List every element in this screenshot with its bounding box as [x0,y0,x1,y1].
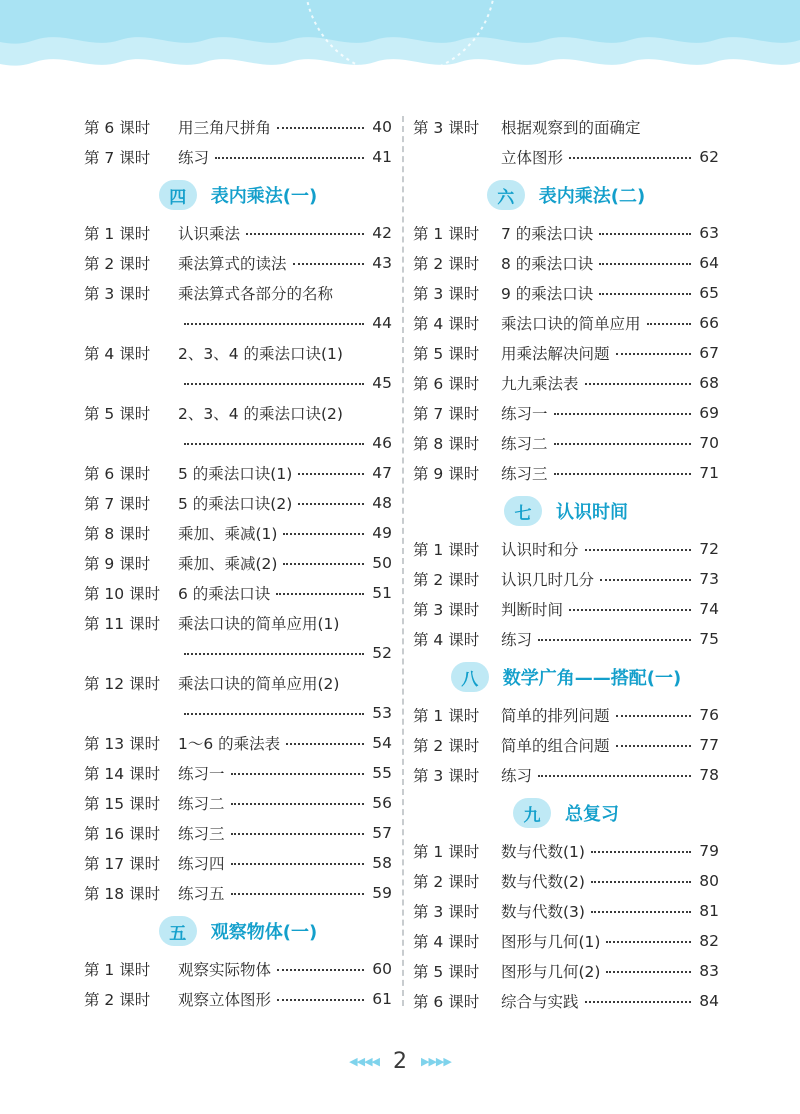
toc-entry[interactable] [84,548,392,578]
lesson-label: 第 1 课时 [413,541,480,559]
leader-dots [246,233,364,235]
page-number: 60 [372,960,392,978]
section-header [413,654,719,700]
lesson-label: 第 10 课时 [84,585,161,603]
lesson-title: 练习五 [178,885,225,903]
lesson-label: 第 2 课时 [413,873,480,891]
toc-entry-continuation[interactable] [84,308,392,338]
section-title: 表内乘法(一) [210,186,318,207]
left-arrows-icon: ◀◀◀◀ [349,1054,379,1068]
leader-dots [591,851,691,853]
leader-dots [283,533,364,535]
lesson-label: 第 3 课时 [413,767,480,785]
lesson-title: 简单的组合问题 [501,737,610,755]
lesson-title: 观察实际物体 [178,961,272,979]
toc-entry[interactable] [413,564,719,594]
lesson-label: 第 4 课时 [84,345,151,363]
lesson-label: 第 11 课时 [84,615,161,633]
toc-entry[interactable] [84,458,392,488]
section-number-badge: 七 [504,496,542,526]
leader-dots [184,713,364,715]
page-number: 63 [699,224,719,242]
lesson-title-continued: 立体图形 [501,149,564,167]
toc-entry-continuation[interactable] [413,142,719,172]
toc-entry[interactable] [84,728,392,758]
lesson-label: 第 2 课时 [413,737,480,755]
leader-dots [283,563,364,565]
lesson-label: 第 8 课时 [84,525,151,543]
lesson-title: 观察立体图形 [178,991,272,1009]
toc-entry-continuation[interactable] [84,698,392,728]
leader-dots [298,503,364,505]
section-header [84,908,392,954]
toc-left-column [84,112,392,1014]
leader-dots [591,911,691,913]
leader-dots [277,999,364,1001]
leader-dots [231,863,364,865]
lesson-title: 练习四 [178,855,225,873]
page-number: 72 [699,540,719,558]
lesson-title: 乘法口诀的简单应用(1) [178,615,340,633]
leader-dots [591,881,691,883]
toc-entry[interactable] [413,428,719,458]
section-number-badge: 九 [513,798,551,828]
lesson-title: 乘法算式各部分的名称 [178,285,334,303]
page-number: 74 [699,600,719,618]
leader-dots [293,263,364,265]
lesson-title: 7 的乘法口诀 [501,225,594,243]
page-number: 73 [699,570,719,588]
page-number: 54 [372,734,392,752]
lesson-label: 第 18 课时 [84,885,161,903]
leader-dots [184,443,364,445]
lesson-title: 练习 [501,767,533,785]
page-number: 65 [699,284,719,302]
lesson-title: 认识时和分 [501,541,579,559]
page-number: 79 [699,842,719,860]
lesson-label: 第 4 课时 [413,631,480,649]
lesson-label: 第 1 课时 [413,707,480,725]
page-footer [0,1044,800,1078]
toc-entry[interactable] [84,788,392,818]
lesson-label: 第 17 课时 [84,855,161,873]
section-number-badge: 八 [451,662,489,692]
lesson-label: 第 2 课时 [413,571,480,589]
toc-entry[interactable] [84,142,392,172]
page-number: 75 [699,630,719,648]
page-number: 56 [372,794,392,812]
leader-dots [231,893,364,895]
lesson-title: 乘加、乘减(2) [178,555,278,573]
lesson-title: 乘法口诀的简单应用(2) [178,675,340,693]
lesson-title: 练习一 [178,765,225,783]
toc-entry[interactable] [413,624,719,654]
lesson-title: 简单的排列问题 [501,707,610,725]
lesson-label: 第 16 课时 [84,825,161,843]
page-number: 80 [699,872,719,890]
lesson-label: 第 1 课时 [84,225,151,243]
toc-entry[interactable] [413,836,719,866]
lesson-label: 第 14 课时 [84,765,161,783]
toc-entry[interactable] [413,112,719,142]
toc-entry[interactable] [413,458,719,488]
section-title: 数学广角——搭配(一) [502,668,682,689]
toc-entry-continuation[interactable] [84,428,392,458]
lesson-label: 第 13 课时 [84,735,161,753]
lesson-title: 乘加、乘减(1) [178,525,278,543]
lesson-label: 第 12 课时 [84,675,161,693]
section-header [413,172,719,218]
lesson-title: 5 的乘法口诀(1) [178,465,293,483]
lesson-title: 用乘法解决问题 [501,345,610,363]
lesson-label: 第 7 课时 [84,495,151,513]
lesson-title: 综合与实践 [501,993,579,1011]
leader-dots [600,579,691,581]
lesson-label: 第 8 课时 [413,435,480,453]
lesson-title: 练习三 [501,465,548,483]
leader-dots [231,833,364,835]
leader-dots [277,127,364,129]
leader-dots [215,157,364,159]
page-number: 66 [699,314,719,332]
page-number: 41 [372,148,392,166]
leader-dots [231,803,364,805]
leader-dots [616,353,691,355]
page-number: 53 [372,704,392,722]
section-number-badge: 四 [159,180,197,210]
lesson-title: 判断时间 [501,601,564,619]
lesson-title: 根据观察到的面确定 [501,119,641,137]
column-divider [402,116,404,1006]
lesson-title: 数与代数(1) [501,843,585,861]
lesson-label: 第 5 课时 [413,963,480,981]
leader-dots [538,775,691,777]
leader-dots [616,715,691,717]
page-number: 81 [699,902,719,920]
lesson-label: 第 6 课时 [84,465,151,483]
leader-dots [231,773,364,775]
leader-dots [599,263,691,265]
page-number: 48 [372,494,392,512]
toc-entry[interactable] [413,534,719,564]
page-number: 44 [372,314,392,332]
leader-dots [647,323,691,325]
page-number: 71 [699,464,719,482]
page-number: 43 [372,254,392,272]
lesson-title: 5 的乘法口诀(2) [178,495,293,513]
leader-dots [286,743,364,745]
toc-entry[interactable] [413,986,719,1016]
lesson-label: 第 7 课时 [84,149,151,167]
toc-entry[interactable] [413,338,719,368]
leader-dots [606,971,691,973]
lesson-label: 第 7 课时 [413,405,480,423]
page-number: 2 [393,1048,407,1074]
lesson-title: 2、3、4 的乘法口诀(2) [178,405,343,423]
section-title: 表内乘法(二) [538,186,646,207]
leader-dots [599,233,691,235]
toc-entry[interactable] [84,338,392,368]
page-number: 55 [372,764,392,782]
section-number-badge: 六 [487,180,525,210]
leader-dots [184,653,364,655]
lesson-title: 认识几时几分 [501,571,595,589]
leader-dots [585,383,691,385]
lesson-label: 第 15 课时 [84,795,161,813]
leader-dots [554,443,691,445]
header-wave-decoration [0,0,800,110]
leader-dots [585,1001,691,1003]
lesson-label: 第 3 课时 [413,903,480,921]
page-number: 49 [372,524,392,542]
section-header [413,790,719,836]
page-number: 84 [699,992,719,1010]
lesson-label: 第 4 课时 [413,315,480,333]
section-number-badge: 五 [159,916,197,946]
lesson-title: 练习二 [501,435,548,453]
lesson-label: 第 1 课时 [413,225,480,243]
lesson-label: 第 4 课时 [413,933,480,951]
toc-entry[interactable] [84,578,392,608]
leader-dots [276,593,364,595]
lesson-title: 乘法算式的读法 [178,255,287,273]
toc-entry[interactable] [413,398,719,428]
toc-entry[interactable] [413,896,719,926]
toc-entry-continuation[interactable] [84,368,392,398]
lesson-title: 练习 [178,149,210,167]
page-number: 59 [372,884,392,902]
lesson-title: 乘法口诀的简单应用 [501,315,641,333]
lesson-label: 第 3 课时 [413,601,480,619]
page-number: 69 [699,404,719,422]
toc-entry[interactable] [84,758,392,788]
leader-dots [298,473,364,475]
leader-dots [606,941,691,943]
lesson-title: 6 的乘法口诀 [178,585,271,603]
lesson-label: 第 9 课时 [413,465,480,483]
lesson-label: 第 6 课时 [413,375,480,393]
section-title: 认识时间 [556,502,628,523]
toc-entry[interactable] [413,760,719,790]
toc-entry[interactable] [413,368,719,398]
lesson-label: 第 1 课时 [84,961,151,979]
toc-entry[interactable] [84,608,392,638]
lesson-label: 第 2 课时 [84,991,151,1009]
lesson-label: 第 6 课时 [413,993,480,1011]
page-number: 70 [699,434,719,452]
leader-dots [538,639,691,641]
leader-dots [599,293,691,295]
page-number: 47 [372,464,392,482]
toc-entry[interactable] [84,518,392,548]
page-number: 68 [699,374,719,392]
page-number: 40 [372,118,392,136]
page-number: 58 [372,854,392,872]
lesson-label: 第 3 课时 [413,119,480,137]
lesson-title: 9 的乘法口诀 [501,285,594,303]
toc-right-column [413,112,719,1016]
right-arrows-icon: ▶▶▶▶ [421,1054,451,1068]
toc-entry[interactable] [413,278,719,308]
leader-dots [569,157,691,159]
page-number: 42 [372,224,392,242]
page-number: 62 [699,148,719,166]
section-title: 总复习 [565,804,619,825]
page-number: 67 [699,344,719,362]
leader-dots [277,969,364,971]
lesson-title: 练习一 [501,405,548,423]
lesson-label: 第 3 课时 [413,285,480,303]
leader-dots [616,745,691,747]
lesson-title: 1～6 的乘法表 [178,735,281,753]
toc-entry[interactable] [413,218,719,248]
lesson-title: 用三角尺拼角 [178,119,272,137]
section-header [84,172,392,218]
leader-dots [184,383,364,385]
lesson-title: 数与代数(2) [501,873,585,891]
lesson-title: 九九乘法表 [501,375,579,393]
toc-entry[interactable] [84,668,392,698]
toc-entry[interactable] [413,308,719,338]
page-number: 45 [372,374,392,392]
page-number: 77 [699,736,719,754]
page-number: 83 [699,962,719,980]
toc-entry[interactable] [84,398,392,428]
lesson-title: 练习二 [178,795,225,813]
toc-entry[interactable] [413,926,719,956]
leader-dots [554,473,691,475]
toc-entry[interactable] [84,112,392,142]
toc-entry[interactable] [84,878,392,908]
toc-entry[interactable] [84,954,392,984]
toc-entry[interactable] [84,818,392,848]
page-number: 57 [372,824,392,842]
toc-entry[interactable] [413,866,719,896]
lesson-label: 第 5 课时 [413,345,480,363]
lesson-title: 认识乘法 [178,225,241,243]
toc-entry[interactable] [413,594,719,624]
page-number: 64 [699,254,719,272]
lesson-title: 练习三 [178,825,225,843]
page-number: 50 [372,554,392,572]
page-number: 61 [372,990,392,1008]
toc-entry[interactable] [84,488,392,518]
lesson-label: 第 9 课时 [84,555,151,573]
toc-entry[interactable] [413,730,719,760]
lesson-label: 第 1 课时 [413,843,480,861]
lesson-title: 数与代数(3) [501,903,585,921]
toc-entry[interactable] [413,700,719,730]
leader-dots [585,549,691,551]
lesson-title: 2、3、4 的乘法口诀(1) [178,345,343,363]
lesson-label: 第 6 课时 [84,119,151,137]
leader-dots [569,609,691,611]
section-title: 观察物体(一) [210,922,318,943]
toc-entry[interactable] [84,278,392,308]
leader-dots [554,413,691,415]
toc-entry[interactable] [413,248,719,278]
page-number: 78 [699,766,719,784]
page-number: 76 [699,706,719,724]
lesson-label: 第 2 课时 [413,255,480,273]
section-header [413,488,719,534]
page-number: 52 [372,644,392,662]
leader-dots [184,323,364,325]
lesson-label: 第 5 课时 [84,405,151,423]
page-number: 51 [372,584,392,602]
toc-entry-continuation[interactable] [84,638,392,668]
lesson-title: 图形与几何(2) [501,963,601,981]
toc-entry[interactable] [84,848,392,878]
toc-entry[interactable] [84,984,392,1014]
lesson-label: 第 3 课时 [84,285,151,303]
page-number: 46 [372,434,392,452]
toc-entry[interactable] [84,248,392,278]
lesson-title: 8 的乘法口诀 [501,255,594,273]
toc-entry[interactable] [84,218,392,248]
lesson-title: 练习 [501,631,533,649]
lesson-label: 第 2 课时 [84,255,151,273]
toc-entry[interactable] [413,956,719,986]
lesson-title: 图形与几何(1) [501,933,601,951]
page-number: 82 [699,932,719,950]
